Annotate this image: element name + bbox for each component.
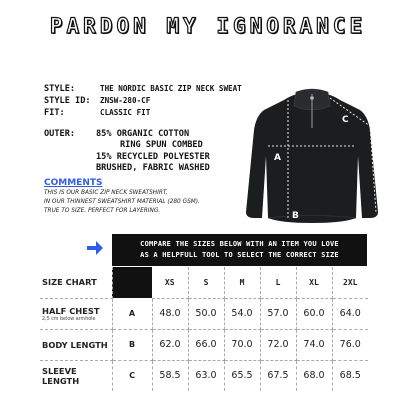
spec-style-key: STYLE: — [44, 84, 76, 94]
cell-value: 48.0 — [152, 298, 188, 329]
table-row — [40, 298, 368, 329]
size-header-2xl: 2XL — [332, 267, 368, 298]
outer-line-2: RING SPUN COMBED — [120, 140, 203, 150]
size-chart-table — [40, 267, 368, 391]
cell-value: 60.0 — [296, 298, 332, 329]
size-header-m: M — [224, 267, 260, 298]
table-row — [40, 329, 368, 360]
spec-fit — [44, 107, 150, 119]
cell-value: 70.0 — [224, 329, 260, 360]
size-header-s: S — [188, 267, 224, 298]
cell-value: 62.0 — [152, 329, 188, 360]
cell-value: 54.0 — [224, 298, 260, 329]
spec-fit-key: FIT: — [44, 108, 65, 118]
zipper-pull-icon — [310, 96, 314, 100]
spec-style — [44, 83, 242, 95]
row-sublabel-text: 2,5 cm below armhole — [42, 316, 96, 322]
size-header-xs: XS — [152, 267, 188, 298]
spec-style-value: THE NORDIC BASIC ZIP NECK SWEAT — [100, 84, 242, 93]
outer-line-3: 15% RECYCLED POLYESTER — [96, 152, 210, 162]
diagram-label-c: C — [342, 115, 349, 125]
cell-value: 50.0 — [188, 298, 224, 329]
row-code: C — [112, 360, 152, 391]
cell-value: 58.5 — [152, 360, 188, 391]
comment-line-2: IN OUR THINNEST SWEATSHIRT MATERIAL (280 GSM). — [44, 199, 200, 205]
compare-banner — [112, 234, 367, 266]
cell-value: 76.0 — [332, 329, 368, 360]
row-label-text: SLEEVE LENGTH — [42, 365, 80, 386]
cell-value: 66.0 — [188, 329, 224, 360]
cell-value: 65.5 — [224, 360, 260, 391]
cell-value: 74.0 — [296, 329, 332, 360]
banner-line-2: AS A HELPFULL TOOL TO SELECT THE CORRECT SIZE — [140, 251, 339, 259]
row-label-body-length — [40, 329, 112, 360]
comment-line-1: THIS IS OUR BASIC ZIP NECK SWEATSHIRT, — [44, 190, 168, 196]
outer-line-4: BRUSHED, FABRIC WASHED — [96, 163, 210, 173]
sweater-diagram — [244, 86, 380, 226]
cell-value: 68.5 — [339, 370, 361, 382]
cell-value: 64.0 — [332, 298, 368, 329]
row-code: B — [112, 329, 152, 360]
row-code: A — [112, 298, 152, 329]
size-chart-header-row — [40, 267, 368, 298]
comment-line-3: TRUE TO SIZE. PERFECT FOR LAYERING. — [44, 208, 161, 214]
cell-value: 72.0 — [260, 329, 296, 360]
arrow-right-icon — [86, 239, 104, 257]
row-label-sleeve-length — [40, 360, 112, 391]
outer-key: OUTER: — [44, 129, 76, 139]
outer-line-1: 85% ORGANIC COTTON — [96, 129, 190, 139]
row-label-text: BODY LENGTH — [42, 339, 108, 350]
spec-fit-value: CLASSIC FIT — [100, 108, 151, 117]
banner-line-1: COMPARE THE SIZES BELOW WITH AN ITEM YOU LOVE — [140, 240, 339, 248]
spec-style-id-value: ZNSW-280-CF — [100, 96, 151, 105]
comments-title: COMMENTS — [44, 178, 103, 188]
size-chart-title: SIZE CHART — [40, 267, 112, 298]
size-chart-corner — [112, 267, 152, 298]
diagram-label-a: A — [274, 153, 281, 163]
spec-style-id-key: STYLE ID: — [44, 96, 91, 106]
cell-value: 68.0 — [296, 360, 332, 391]
size-header-l: L — [260, 267, 296, 298]
table-row — [40, 360, 368, 391]
diagram-label-b: B — [292, 211, 299, 221]
size-header-xl: XL — [296, 267, 332, 298]
cell-value: 67.5 — [260, 360, 296, 391]
cell-value: 57.0 — [260, 298, 296, 329]
row-label-text: HALF CHEST — [42, 305, 100, 316]
cell-value: 63.0 — [188, 360, 224, 391]
spec-style-id — [44, 95, 150, 107]
row-label-half-chest — [40, 298, 112, 329]
brand-title: PARDON MY IGNORANCE — [49, 14, 367, 38]
